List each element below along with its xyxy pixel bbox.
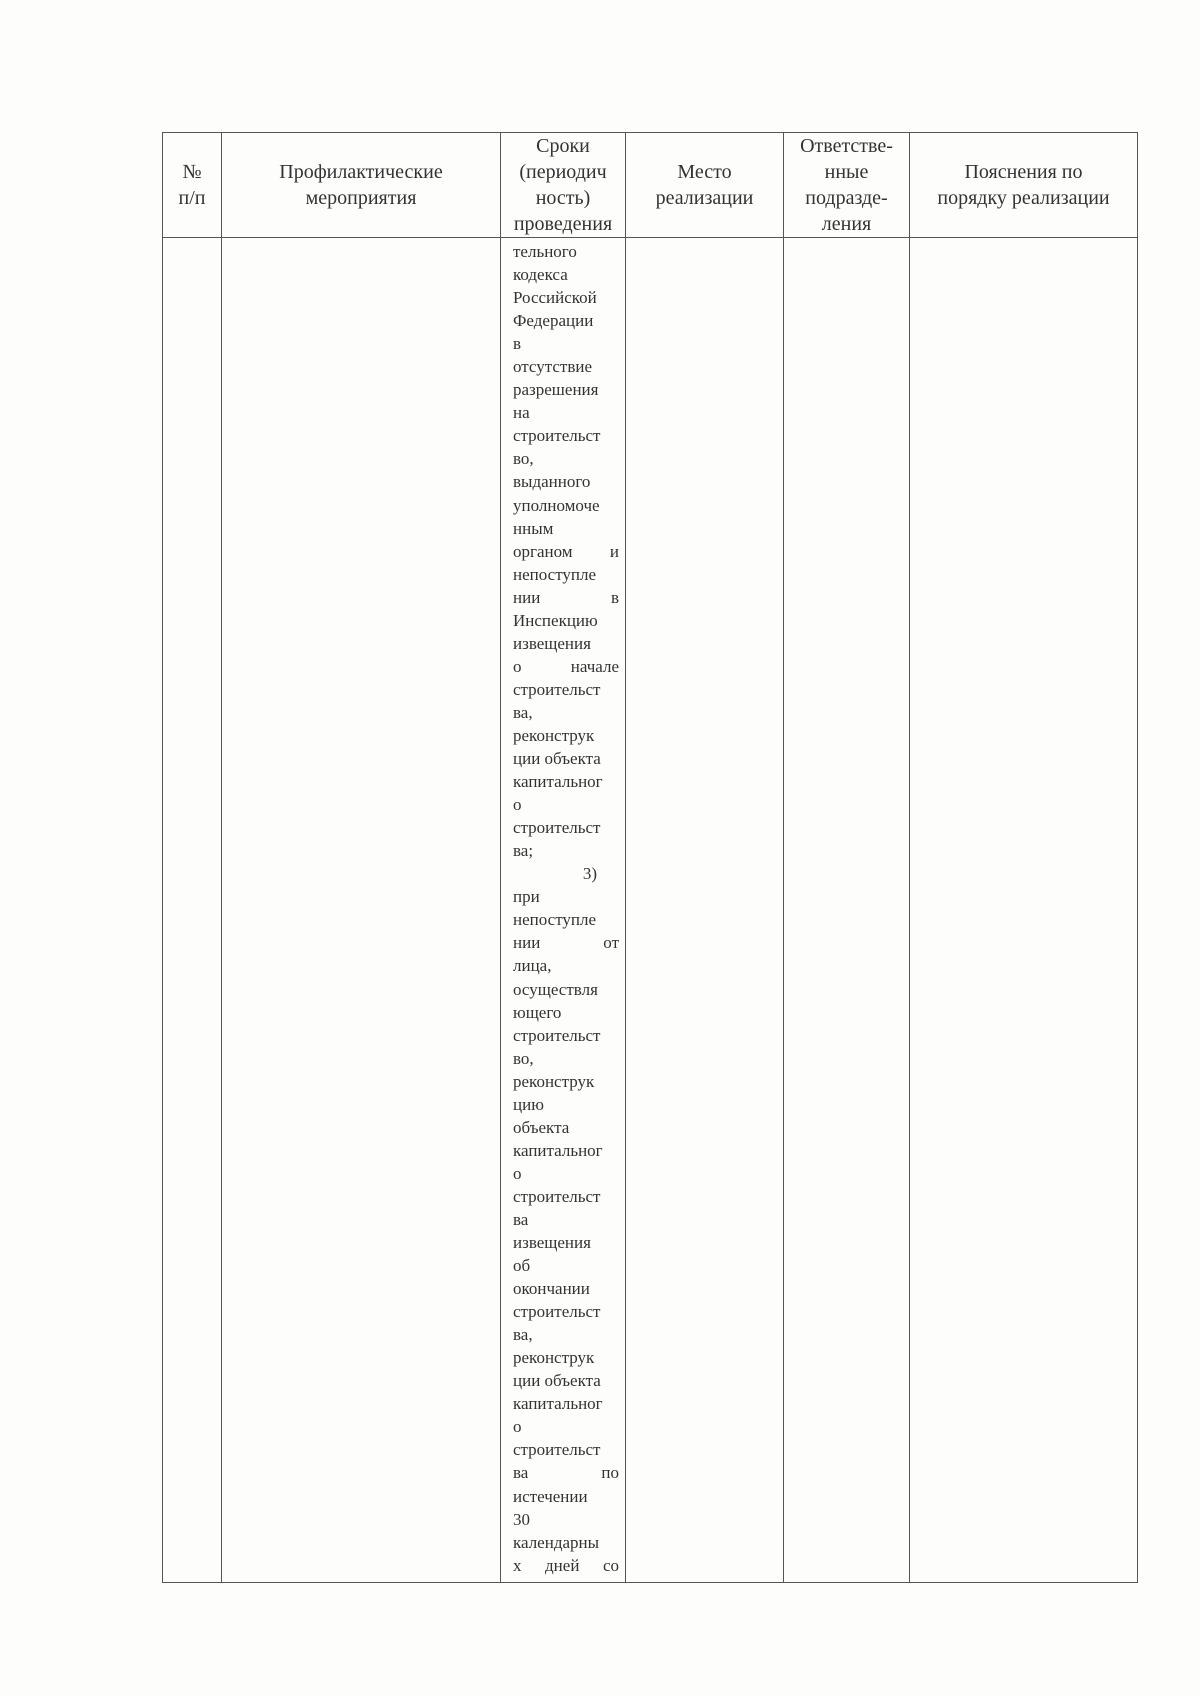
- period-text-line: строительст: [513, 679, 601, 699]
- period-text-line: реконструк: [513, 1348, 595, 1368]
- table-header-row: [163, 133, 1138, 238]
- period-text-line: нным: [513, 518, 554, 538]
- period-text-line: цию: [513, 1094, 544, 1114]
- period-text-line: строительст: [513, 1302, 601, 1322]
- period-text-line: ющего: [513, 1002, 562, 1022]
- cell-number: [163, 238, 222, 1583]
- cell-period: [501, 238, 626, 1583]
- period-text-line: осуществля: [513, 979, 598, 999]
- period-text-line: органом и: [513, 541, 619, 561]
- period-text-line: строительст: [513, 818, 601, 838]
- period-text-line: ции объекта: [513, 1371, 601, 1391]
- period-text: [501, 238, 625, 1577]
- period-text-line: извещения: [513, 633, 591, 653]
- period-text-line: во,: [513, 449, 534, 469]
- period-text-line: ва;: [513, 841, 534, 861]
- period-text-line: отсутствие: [513, 357, 593, 377]
- period-text-line: строительст: [513, 426, 601, 446]
- header-number: № п/п: [163, 133, 222, 238]
- period-text-line: Российской: [513, 288, 597, 308]
- period-text-line: реконструк: [513, 725, 595, 745]
- period-text-line: об: [513, 1256, 531, 1276]
- period-text-line: истечении: [513, 1486, 588, 1506]
- header-responsible: Ответстве- нные подразде- ления: [784, 133, 910, 238]
- period-text-line: ва: [513, 1209, 529, 1229]
- period-text-line: о: [513, 795, 522, 815]
- period-text-line: ва,: [513, 702, 533, 722]
- period-text-line: строительст: [513, 1025, 601, 1045]
- period-text-line: окончании: [513, 1279, 590, 1299]
- period-text-line: выданного: [513, 472, 591, 492]
- cell-explanations: [910, 238, 1138, 1583]
- header-explanations: Пояснения по порядку реализации: [910, 133, 1138, 238]
- period-text-line: о начале: [513, 656, 619, 676]
- period-text-line: непоступле: [513, 564, 597, 584]
- period-text-line: реконструк: [513, 1071, 595, 1091]
- period-text-line: уполномоче: [513, 495, 600, 515]
- period-text-line: тельного: [513, 242, 577, 261]
- period-text-line: о: [513, 1417, 522, 1437]
- period-text-line: Инспекцию: [513, 610, 598, 630]
- period-text-line: ва по: [513, 1463, 619, 1483]
- period-text-line: ва,: [513, 1325, 533, 1345]
- cell-measures: [222, 238, 501, 1583]
- period-text-line: строительст: [513, 1440, 601, 1460]
- period-text-line: 30: [513, 1509, 530, 1529]
- period-text-line: Федерации: [513, 311, 594, 331]
- period-text-line: ции объекта: [513, 749, 601, 769]
- period-text-line: в: [513, 334, 522, 354]
- period-text-line: капитальног: [513, 1140, 603, 1160]
- period-text-line: лица,: [513, 956, 552, 976]
- period-text-line: объекта: [513, 1117, 570, 1137]
- period-text-line: непоступле: [513, 910, 597, 930]
- prevention-plan-table: [162, 132, 1138, 1583]
- cell-responsible: [784, 238, 910, 1583]
- period-text-line: о: [513, 1163, 522, 1183]
- period-text-line: календарны: [513, 1532, 600, 1552]
- table-row: [163, 238, 1138, 1583]
- period-text-line: при: [513, 887, 540, 907]
- cell-place: [626, 238, 784, 1583]
- period-text-line: во,: [513, 1048, 534, 1068]
- period-text-line: на: [513, 403, 530, 423]
- period-text-line: 3): [582, 864, 597, 884]
- period-text-line: извещения: [513, 1233, 591, 1253]
- period-text-line: нии в: [513, 587, 619, 607]
- header-period: Сроки (периодич ность) проведения: [501, 133, 626, 238]
- period-text-line: кодекса: [513, 265, 568, 285]
- period-text-line: х дней со: [513, 1555, 619, 1575]
- period-text-line: капитальног: [513, 772, 603, 792]
- period-text-line: строительст: [513, 1186, 601, 1206]
- period-text-line: капитальног: [513, 1394, 603, 1414]
- header-measures: Профилактические мероприятия: [222, 133, 501, 238]
- period-text-line: нии от: [513, 933, 619, 953]
- header-place: Место реализации: [626, 133, 784, 238]
- period-text-line: разрешения: [513, 380, 599, 400]
